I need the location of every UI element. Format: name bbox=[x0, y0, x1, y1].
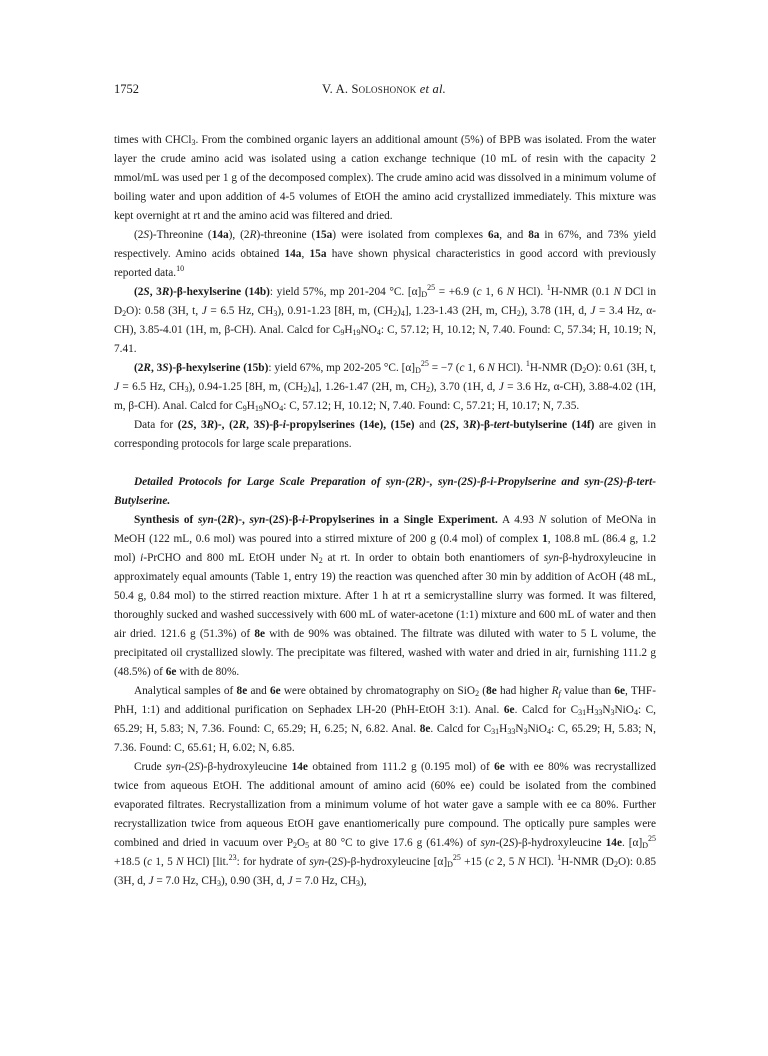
paragraph: (2S, 3R)-β-hexylserine (14b): yield 57%, mp 201-204 °C. $[\alpha]_D^{25} = +6.9$ (c 1, 6 N HCl). $^1$H-NMR (0.1 N DCl in $D_2O$): 0.58 (3H, t, J = 6.5 Hz, $CH_3$), 0.91-1.23 [8H, m, $(CH_2)_4$], 1.23-1.43 (2H, m, $CH_2$), 3.78 (1H, d, J = 3.4 Hz, α-CH), 3.85-4.01 (1H, m, β-CH). Anal. Calcd for $C_9H_{19}NO_4$: C, 57.12; H, 10.12; N, 7.40. Found: C, 57.34; H, 10.19; N, 7.41. bbox=[114, 283, 657, 355]
section-gap bbox=[114, 454, 656, 473]
paragraph: (2R, 3S)-β-hexylserine (15b): yield 67%, mp 202-205 °C. $[\alpha]_D^{25} = -7$ (c 1, 6 N HCl). $^1$H-NMR $(D_2O)$: 0.61 (3H, t, J = 6.5 Hz, $CH_3$), 0.94-1.25 [8H, m, $(CH_2)_4$], 1.26-1.47 (2H, m, $CH_2$), 3.70 (1H, d, J = 3.6 Hz, α-CH), 3.88-4.02 (1H, m, β-CH). Anal. Calcd for $C_9H_{19}NO_4$: C, 57.12; H, 10.12; N, 7.40. Found: C, 57.21; H, 10.17; N, 7.35. bbox=[114, 359, 656, 413]
page-number: 1752 bbox=[114, 82, 139, 96]
body-text bbox=[114, 131, 656, 891]
paragraph: Analytical samples of 8e and 6e were obtained by chromatography on SiO$_2$ (8e had higher $R_f$ value than 6e, THF-PhH, 1:1) and additional purification on Sephadex LH-20 (PhH-EtOH 3:1). Anal. 6e. Calcd for $C_{31}H_{33}N_3NiO_4$: C, 65.29; H, 5.83; N, 7.36. Found: C, 65.29; H, 6.25; N, 6.82. Anal. 8e. Calcd for $C_{31}H_{33}N_3NiO_4$: C, 65.29; H, 5.83; N, 7.36. Found: C, 65.61; H, 6.02; N, 6.85. bbox=[114, 685, 657, 754]
page-header bbox=[114, 82, 654, 100]
paragraph: Data for (2S, 3R)-, (2R, 3S)-β-i-propylserines (14e), (15e) and (2S, 3R)-β-tert-butylserine (14f) are given in corresponding protocols for large scale preparations. bbox=[114, 419, 656, 450]
paragraph: (2S)-Threonine (14a), (2R)-threonine (15a) were isolated from complexes 6a, and 8a in 67%, and 73% yield respectively. Amino acids obtained 14a, 15a have shown physical characteristics in good accord with previously reported data.$^{10}$ bbox=[114, 229, 656, 279]
running-head bbox=[114, 82, 654, 97]
paragraph: Crude syn-(2S)-β-hydroxyleucine 14e obtained from 111.2 g (0.195 mol) of 6e with ee 80% was recrystallized twice from aqueous EtOH. The additional amount of amino acid (60% ee) could be isolated from the combined evaporated filtrates. Recrystallization from a minimum volume of hot water gave a sample with ee ca 80%. Further recrystallization twice from aqueous EtOH gave enantiomerically pure compound. The optically pure samples were combined and dried in vacuum over $P_2O_5$ at 80 °C to give 17.6 g (61.4%) of syn-(2S)-β-hydroxyleucine 14e. $[\alpha]_D^{25} +18.5$ (c 1, 5 N HCl) [lit.$^{23}$: for hydrate of syn-(2S)-β-hydroxyleucine $[\alpha]_D^{25} +15$ (c 2, 5 N HCl). $^1$H-NMR $(D_2O)$: 0.85 (3H, d, J = 7.0 Hz, $CH_3$), 0.90 (3H, d, J = 7.0 Hz, $CH_3$), bbox=[114, 761, 657, 888]
running-head-et-al: et al. bbox=[419, 82, 446, 96]
paragraph: times with CHCl$_3$. From the combined organic layers an additional amount (5%) of BPB was isolated. From the water layer the crude amino acid was isolated using a cation exchange technique (10 mL of resin with the capacity 2 mmol/mL was used per 1 g of the decomposed complex). The crude amino acid was dissolved in a minimum volume of boiling water and upon addition of 4-5 volumes of EtOH the amino acid crystallized immediately. This mixture was kept overnight at rt and the amino acid was filtered and dried. bbox=[114, 134, 657, 222]
running-head-author: V. A. Soloshonok bbox=[322, 82, 417, 96]
section-heading: Detailed Protocols for Large Scale Preparation of syn-(2R)-, syn-(2S)-β-i-Propylserine and syn-(2S)-β-tert-Butylserine. bbox=[114, 476, 656, 507]
paragraph: Synthesis of syn-(2R)-, syn-(2S)-β-i-Propylserines in a Single Experiment. A 4.93 N solution of MeONa in MeOH (122 mL, 0.6 mol) was poured into a stirred mixture of 200 g (0.4 mol) of complex 1, 108.8 mL (86.4 g, 1.2 mol) i-PrCHO and 800 mL EtOH under $N_2$ at rt. In order to obtain both enantiomers of syn-β-hydroxyleucine in approximately equal amounts (Table 1, entry 19) the reaction was quenched after 30 min by addition of AcOH (48 mL, 50.4 g, 0.84 mol) to the stirred reaction mixture. After 1 h at rt a semicrystalline slurry was formed. It was filtered, thoroughly sucked and washed successively with 600 mL of water-acetone (1:1) mixture and 600 mL of water and then air dried. 121.6 g (51.3%) of 8e with de 90% was obtained. The filtrate was diluted with water to 5 L volume, the precipitated oil crystallized slowly. The precipitate was filtered, washed with water and dried in air, furnishing 111.2 g (48.5%) of 6e with de 80%. bbox=[114, 514, 657, 678]
